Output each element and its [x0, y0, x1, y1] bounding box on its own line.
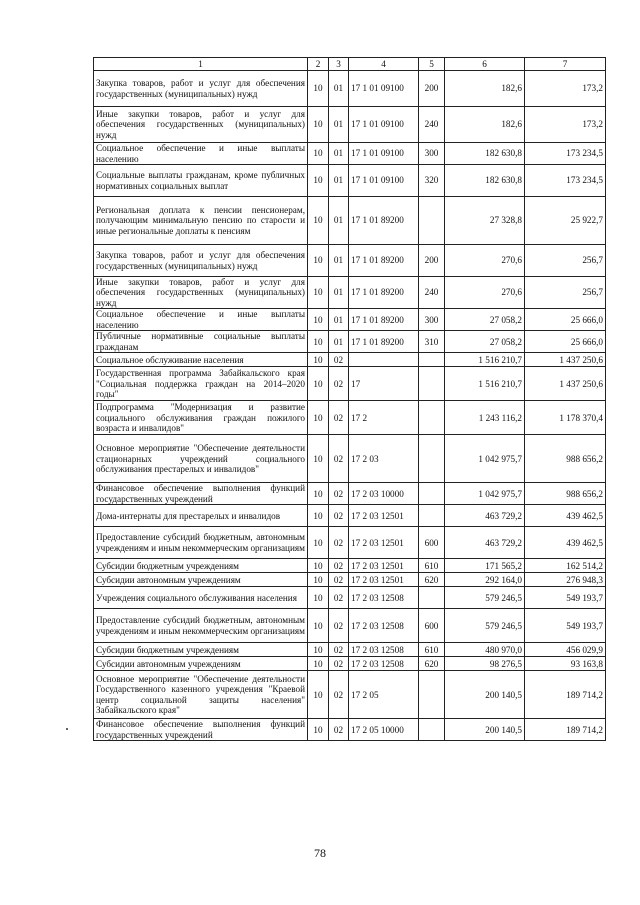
row-pr: 02 — [329, 505, 349, 527]
row-sum-2018: 189 714,2 — [525, 671, 606, 719]
row-csr: 17 2 03 12501 — [349, 573, 419, 587]
row-name: Социальные выплаты гражданам, кроме публичных нормативных социальных выплат — [94, 165, 308, 197]
table-row — [94, 435, 606, 483]
row-rz: 10 — [308, 643, 329, 657]
row-rz: 10 — [308, 719, 329, 741]
row-rz: 10 — [308, 277, 329, 309]
row-rz: 10 — [308, 309, 329, 331]
row-sum-2018: 988 656,2 — [525, 483, 606, 505]
row-vr — [419, 505, 445, 527]
row-vr — [419, 197, 445, 245]
table-row — [94, 643, 606, 657]
row-rz: 10 — [308, 331, 329, 353]
row-csr: 17 2 03 12508 — [349, 643, 419, 657]
row-vr: 300 — [419, 309, 445, 331]
row-rz: 10 — [308, 573, 329, 587]
row-name: Дома-интернаты для престарелых и инвалидов — [94, 505, 308, 527]
table-row — [94, 331, 606, 353]
table-row — [94, 277, 606, 309]
row-sum-2018: 549 193,7 — [525, 609, 606, 643]
row-name: Иные закупки товаров, работ и услуг для обеспечения государственных (муниципальных) нужд — [94, 277, 308, 309]
row-csr: 17 2 03 12508 — [349, 657, 419, 671]
row-pr: 02 — [329, 671, 349, 719]
row-name: Финансовое обеспечение выполнения функций государственных учреждений — [94, 483, 308, 505]
row-vr: 240 — [419, 277, 445, 309]
row-rz: 10 — [308, 505, 329, 527]
row-sum-2017: 463 729,2 — [445, 527, 525, 559]
row-pr: 01 — [329, 277, 349, 309]
row-pr: 02 — [329, 609, 349, 643]
row-vr — [419, 435, 445, 483]
table-row — [94, 671, 606, 719]
row-pr: 02 — [329, 643, 349, 657]
table-row — [94, 143, 606, 165]
row-name: Финансовое обеспечение выполнения функций государственных учреждений — [94, 719, 308, 741]
row-csr: 17 1 01 89200 — [349, 309, 419, 331]
table-row — [94, 309, 606, 331]
row-name: Социальное обслуживание населения — [94, 353, 308, 367]
row-vr — [419, 719, 445, 741]
row-sum-2018: 439 462,5 — [525, 505, 606, 527]
row-sum-2017: 270,6 — [445, 245, 525, 277]
row-name: Субсидии автономным учреждениям — [94, 573, 308, 587]
row-sum-2017: 182,6 — [445, 71, 525, 107]
row-csr: 17 2 03 — [349, 435, 419, 483]
row-csr: 17 2 — [349, 401, 419, 435]
table-row — [94, 609, 606, 643]
row-pr: 02 — [329, 719, 349, 741]
budget-table — [93, 57, 606, 741]
row-rz: 10 — [308, 143, 329, 165]
row-vr — [419, 401, 445, 435]
row-sum-2018: 93 163,8 — [525, 657, 606, 671]
row-sum-2017: 1 516 210,7 — [445, 367, 525, 401]
row-vr: 610 — [419, 559, 445, 573]
row-sum-2018: 25 922,7 — [525, 197, 606, 245]
table-row — [94, 367, 606, 401]
row-name: Государственная программа Забайкальского края "Социальная поддержка граждан на 2014–2020 годы" — [94, 367, 308, 401]
row-rz: 10 — [308, 353, 329, 367]
row-pr: 02 — [329, 483, 349, 505]
row-sum-2017: 480 970,0 — [445, 643, 525, 657]
row-name: Социальное обеспечение и иные выплаты населению — [94, 309, 308, 331]
table-row — [94, 505, 606, 527]
row-csr: 17 — [349, 367, 419, 401]
row-sum-2018: 162 514,2 — [525, 559, 606, 573]
row-vr: 200 — [419, 71, 445, 107]
row-sum-2017: 579 246,5 — [445, 587, 525, 609]
table-row — [94, 353, 606, 367]
row-rz: 10 — [308, 483, 329, 505]
row-rz: 10 — [308, 71, 329, 107]
row-name: Предоставление субсидий бюджетным, автономным учреждениям и иным некоммерческим организациям — [94, 609, 308, 643]
row-sum-2018: 1 437 250,6 — [525, 353, 606, 367]
row-rz: 10 — [308, 587, 329, 609]
row-name: Учреждения социального обслуживания населения — [94, 587, 308, 609]
page-number: 78 — [314, 846, 326, 860]
row-pr: 02 — [329, 587, 349, 609]
row-sum-2017: 200 140,5 — [445, 719, 525, 741]
row-rz: 10 — [308, 165, 329, 197]
row-rz: 10 — [308, 245, 329, 277]
row-name: Субсидии бюджетным учреждениям — [94, 643, 308, 657]
row-vr: 320 — [419, 165, 445, 197]
row-rz: 10 — [308, 657, 329, 671]
row-csr: 17 1 01 09100 — [349, 143, 419, 165]
row-sum-2017: 1 243 116,2 — [445, 401, 525, 435]
row-sum-2018: 25 666,0 — [525, 309, 606, 331]
row-vr: 620 — [419, 657, 445, 671]
row-vr: 300 — [419, 143, 445, 165]
row-rz: 10 — [308, 435, 329, 483]
row-rz: 10 — [308, 107, 329, 143]
table-row — [94, 527, 606, 559]
header-cell: 4 — [349, 58, 419, 71]
header-cell: 2 — [308, 58, 329, 71]
row-name: Закупка товаров, работ и услуг для обеспечения государственных (муниципальных) нужд — [94, 245, 308, 277]
row-sum-2017: 463 729,2 — [445, 505, 525, 527]
row-pr: 01 — [329, 165, 349, 197]
row-csr: 17 1 01 89200 — [349, 331, 419, 353]
row-pr: 01 — [329, 245, 349, 277]
row-pr: 01 — [329, 331, 349, 353]
row-sum-2018: 25 666,0 — [525, 331, 606, 353]
row-sum-2017: 292 164,0 — [445, 573, 525, 587]
row-sum-2017: 200 140,5 — [445, 671, 525, 719]
row-name: Предоставление субсидий бюджетным, автономным учреждениям и иным некоммерческим организациям — [94, 527, 308, 559]
header-cell: 5 — [419, 58, 445, 71]
row-sum-2017: 27 328,8 — [445, 197, 525, 245]
row-rz: 10 — [308, 609, 329, 643]
row-rz: 10 — [308, 367, 329, 401]
row-rz: 10 — [308, 401, 329, 435]
header-row — [94, 58, 606, 71]
row-name: Публичные нормативные социальные выплаты гражданам — [94, 331, 308, 353]
row-pr: 02 — [329, 353, 349, 367]
row-pr: 01 — [329, 143, 349, 165]
row-sum-2017: 1 516 210,7 — [445, 353, 525, 367]
header-cell: 7 — [525, 58, 606, 71]
row-rz: 10 — [308, 197, 329, 245]
row-sum-2018: 988 656,2 — [525, 435, 606, 483]
row-csr: 17 1 01 89200 — [349, 277, 419, 309]
row-sum-2018: 173 234,5 — [525, 143, 606, 165]
row-csr: 17 1 01 09100 — [349, 107, 419, 143]
row-csr: 17 1 01 09100 — [349, 71, 419, 107]
row-sum-2017: 182,6 — [445, 107, 525, 143]
row-vr: 620 — [419, 573, 445, 587]
row-sum-2018: 256,7 — [525, 245, 606, 277]
row-vr: 200 — [419, 245, 445, 277]
row-sum-2018: 549 193,7 — [525, 587, 606, 609]
table-row — [94, 245, 606, 277]
row-rz: 10 — [308, 527, 329, 559]
row-name: Субсидии бюджетным учреждениям — [94, 559, 308, 573]
table-row — [94, 107, 606, 143]
row-rz: 10 — [308, 559, 329, 573]
row-pr: 02 — [329, 573, 349, 587]
row-name: Иные закупки товаров, работ и услуг для обеспечения государственных (муниципальных) нужд — [94, 107, 308, 143]
table-row — [94, 401, 606, 435]
row-sum-2018: 173 234,5 — [525, 165, 606, 197]
row-sum-2017: 27 058,2 — [445, 309, 525, 331]
header-cell: 1 — [94, 58, 308, 71]
row-pr: 02 — [329, 401, 349, 435]
table-row — [94, 165, 606, 197]
row-pr: 01 — [329, 107, 349, 143]
table-row — [94, 483, 606, 505]
row-pr: 02 — [329, 657, 349, 671]
row-csr: 17 2 05 — [349, 671, 419, 719]
row-pr: 02 — [329, 435, 349, 483]
scan-speck — [66, 728, 68, 730]
row-name: Субсидии автономным учреждениям — [94, 657, 308, 671]
row-sum-2018: 173,2 — [525, 71, 606, 107]
row-sum-2017: 171 565,2 — [445, 559, 525, 573]
table-row — [94, 71, 606, 107]
row-vr — [419, 483, 445, 505]
row-pr: 01 — [329, 309, 349, 331]
row-csr: 17 2 03 12501 — [349, 505, 419, 527]
table-body — [94, 71, 606, 741]
header-cell: 3 — [329, 58, 349, 71]
table-row — [94, 559, 606, 573]
row-sum-2018: 1 437 250,6 — [525, 367, 606, 401]
row-csr: 17 2 05 10000 — [349, 719, 419, 741]
row-vr — [419, 353, 445, 367]
table-row — [94, 719, 606, 741]
row-sum-2018: 256,7 — [525, 277, 606, 309]
row-sum-2018: 189 714,2 — [525, 719, 606, 741]
row-name: Социальное обеспечение и иные выплаты населению — [94, 143, 308, 165]
row-vr — [419, 671, 445, 719]
row-vr: 310 — [419, 331, 445, 353]
row-sum-2018: 173,2 — [525, 107, 606, 143]
row-name: Региональная доплата к пенсии пенсионерам, получающим минимальную пенсию по старости и иные региональные доплаты к пенсиям — [94, 197, 308, 245]
row-csr: 17 1 01 89200 — [349, 197, 419, 245]
table-row — [94, 197, 606, 245]
row-pr: 01 — [329, 71, 349, 107]
row-name: Подпрограмма "Модернизация и развитие социального обслуживания граждан пожилого возраста и инвалидов" — [94, 401, 308, 435]
header-cell: 6 — [445, 58, 525, 71]
row-sum-2018: 1 178 370,4 — [525, 401, 606, 435]
row-sum-2017: 579 246,5 — [445, 609, 525, 643]
row-sum-2017: 182 630,8 — [445, 143, 525, 165]
row-sum-2017: 98 276,5 — [445, 657, 525, 671]
row-csr: 17 2 03 12508 — [349, 609, 419, 643]
row-vr — [419, 367, 445, 401]
row-sum-2018: 456 029,9 — [525, 643, 606, 657]
row-name: Основное мероприятие "Обеспечение деятельности Государственного казенного учреждения "Краевой центр социальной защиты населения" Забайкальского края" — [94, 671, 308, 719]
row-vr — [419, 587, 445, 609]
table-row — [94, 587, 606, 609]
row-sum-2018: 276 948,3 — [525, 573, 606, 587]
row-pr: 01 — [329, 197, 349, 245]
row-sum-2017: 1 042 975,7 — [445, 483, 525, 505]
row-rz: 10 — [308, 671, 329, 719]
row-vr: 240 — [419, 107, 445, 143]
row-name: Закупка товаров, работ и услуг для обеспечения государственных (муниципальных) нужд — [94, 71, 308, 107]
row-vr: 600 — [419, 609, 445, 643]
table-row — [94, 657, 606, 671]
row-csr: 17 2 03 12501 — [349, 527, 419, 559]
row-csr: 17 2 03 12508 — [349, 587, 419, 609]
row-csr: 17 2 03 12501 — [349, 559, 419, 573]
row-sum-2017: 270,6 — [445, 277, 525, 309]
row-pr: 02 — [329, 527, 349, 559]
row-sum-2017: 1 042 975,7 — [445, 435, 525, 483]
row-csr: 17 1 01 89200 — [349, 245, 419, 277]
row-sum-2017: 182 630,8 — [445, 165, 525, 197]
row-csr: 17 2 03 10000 — [349, 483, 419, 505]
row-pr: 02 — [329, 367, 349, 401]
row-pr: 02 — [329, 559, 349, 573]
row-vr: 600 — [419, 527, 445, 559]
row-sum-2017: 27 058,2 — [445, 331, 525, 353]
table-row — [94, 573, 606, 587]
row-name: Основное мероприятие "Обеспечение деятельности стационарных учреждений социального обслуживания престарелых и инвалидов" — [94, 435, 308, 483]
row-sum-2018: 439 462,5 — [525, 527, 606, 559]
row-csr: 17 1 01 09100 — [349, 165, 419, 197]
row-csr — [349, 353, 419, 367]
row-vr: 610 — [419, 643, 445, 657]
